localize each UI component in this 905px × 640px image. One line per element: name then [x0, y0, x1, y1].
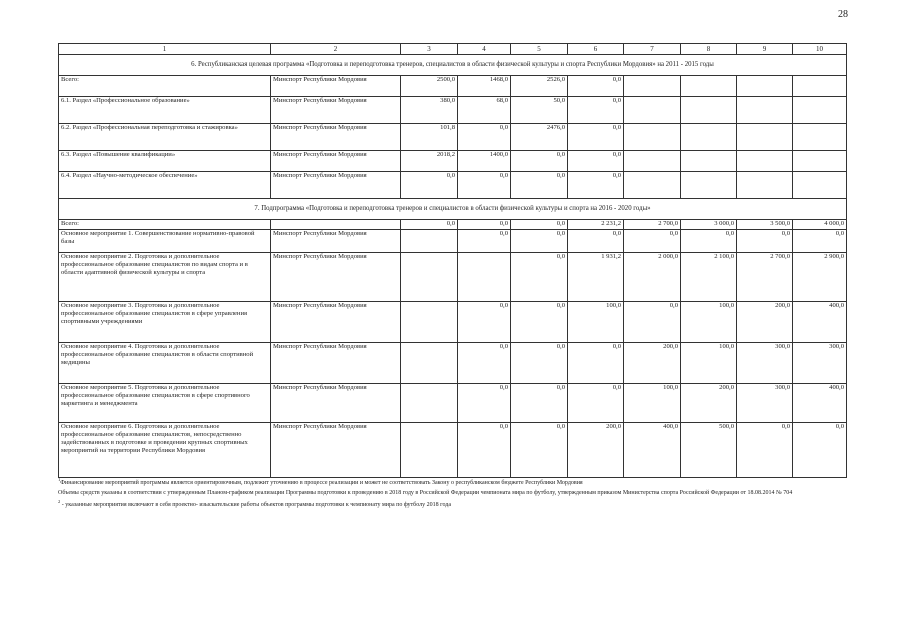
value-cell: 0,0 — [511, 301, 568, 342]
value-cell: 2500,0 — [401, 75, 458, 96]
value-cell: 0,0 — [458, 301, 511, 342]
row-name: Основное мероприятие 3. Подготовка и дополнительное профессиональное образование специалистов в сфере управления спортивными учреждениями — [59, 301, 271, 342]
value-cell — [681, 96, 737, 123]
table-row — [59, 422, 847, 477]
responsible-executor: Минспорт Республики Мордовия — [271, 150, 401, 171]
value-cell: 0,0 — [511, 422, 568, 477]
table-row — [59, 123, 847, 150]
footnote-2-text: - указанные мероприятия включают в себя проектно- изыскательские работы объектов программы подготовки к чемпионату мира по футболу 2018 года — [60, 502, 452, 509]
value-cell: 2018,2 — [401, 150, 458, 171]
column-number: 3 — [401, 44, 458, 55]
value-cell — [681, 75, 737, 96]
value-cell: 0,0 — [511, 342, 568, 383]
value-cell: 100,0 — [624, 383, 681, 422]
value-cell: 500,0 — [681, 422, 737, 477]
table-row — [59, 301, 847, 342]
table-row — [59, 171, 847, 198]
value-cell: 0,0 — [681, 229, 737, 252]
value-cell: 0,0 — [458, 219, 511, 229]
row-name: Всего: — [59, 219, 271, 229]
value-cell — [401, 383, 458, 422]
value-cell: 380,0 — [401, 96, 458, 123]
row-name: 6.4. Раздел «Научно-методическое обеспечение» — [59, 171, 271, 198]
value-cell: 300,0 — [793, 342, 847, 383]
table-row — [59, 383, 847, 422]
table-body — [59, 44, 847, 478]
footnote-1-continued: Объемы средств указаны в соответствии с утвержденным Планом-графиком реализации Программы подготовки к проведению в 2018 году в Российской Федерации чемпионата мира по футболу, утвержденным приказом Министерства спорта Российской Федерации от 18.08.2014 № 704 — [58, 490, 793, 497]
responsible-executor: Минспорт Республики Мордовия — [271, 383, 401, 422]
footnotes — [58, 477, 848, 511]
value-cell — [793, 96, 847, 123]
responsible-executor: Минспорт Республики Мордовия — [271, 123, 401, 150]
value-cell: 2 231,2 — [568, 219, 624, 229]
column-number: 9 — [737, 44, 793, 55]
value-cell — [737, 150, 793, 171]
row-name: Основное мероприятие 2. Подготовка и дополнительное профессиональное образование специалистов по видам спорта и в области адаптивной физической культуры и спорта — [59, 252, 271, 301]
footnote-2 — [58, 499, 848, 509]
row-name: Всего: — [59, 75, 271, 96]
value-cell: 0,0 — [568, 229, 624, 252]
value-cell: 0,0 — [401, 219, 458, 229]
value-cell — [624, 96, 681, 123]
value-cell: 0,0 — [401, 171, 458, 198]
column-number: 5 — [511, 44, 568, 55]
value-cell: 0,0 — [793, 229, 847, 252]
value-cell: 0,0 — [511, 229, 568, 252]
value-cell: 0,0 — [511, 383, 568, 422]
value-cell: 0,0 — [458, 123, 511, 150]
value-cell: 300,0 — [737, 342, 793, 383]
value-cell — [401, 422, 458, 477]
value-cell — [624, 123, 681, 150]
value-cell: 0,0 — [458, 383, 511, 422]
row-name: Основное мероприятие 5. Подготовка и дополнительное профессиональное образование специалистов в сфере спортивного маркетинга и менеджмента — [59, 383, 271, 422]
row-name: 6.2. Раздел «Профессиональная переподготовка и стажировка» — [59, 123, 271, 150]
value-cell: 1400,0 — [458, 150, 511, 171]
value-cell: 0,0 — [568, 96, 624, 123]
table-row — [59, 75, 847, 96]
value-cell: 0,0 — [511, 150, 568, 171]
responsible-executor — [271, 219, 401, 229]
section-title-row — [59, 54, 847, 75]
responsible-executor: Минспорт Республики Мордовия — [271, 229, 401, 252]
value-cell: 0,0 — [458, 229, 511, 252]
value-cell — [681, 150, 737, 171]
responsible-executor: Минспорт Республики Мордовия — [271, 301, 401, 342]
footnote-mark: 1 — [58, 477, 61, 482]
value-cell: 0,0 — [511, 171, 568, 198]
value-cell: 0,0 — [624, 229, 681, 252]
value-cell: 50,0 — [511, 96, 568, 123]
value-cell: 1468,0 — [458, 75, 511, 96]
table-row — [59, 342, 847, 383]
value-cell: 2 900,0 — [793, 252, 847, 301]
column-number: 2 — [271, 44, 401, 55]
program-funding-table — [58, 43, 847, 478]
value-cell — [793, 123, 847, 150]
value-cell: 0,0 — [511, 252, 568, 301]
value-cell: 2 100,0 — [681, 252, 737, 301]
responsible-executor: Минспорт Республики Мордовия — [271, 96, 401, 123]
page-number: 28 — [838, 9, 848, 20]
value-cell — [401, 342, 458, 383]
value-cell: 200,0 — [624, 342, 681, 383]
value-cell: 1 931,2 — [568, 252, 624, 301]
value-cell: 0,0 — [568, 123, 624, 150]
value-cell: 3 000,0 — [681, 219, 737, 229]
table-row — [59, 219, 847, 229]
value-cell: 100,0 — [681, 342, 737, 383]
value-cell — [737, 171, 793, 198]
column-number-row — [59, 44, 847, 55]
value-cell: 100,0 — [568, 301, 624, 342]
value-cell — [737, 75, 793, 96]
row-name: Основное мероприятие 1. Совершенствование нормативно-правовой базы — [59, 229, 271, 252]
value-cell — [793, 75, 847, 96]
value-cell — [401, 229, 458, 252]
value-cell — [793, 171, 847, 198]
value-cell — [624, 75, 681, 96]
value-cell: 200,0 — [737, 301, 793, 342]
table-row — [59, 252, 847, 301]
value-cell: 0,0 — [624, 301, 681, 342]
responsible-executor: Минспорт Республики Мордовия — [271, 252, 401, 301]
value-cell: 3 500,0 — [737, 219, 793, 229]
value-cell: 100,0 — [681, 301, 737, 342]
value-cell: 0,0 — [568, 75, 624, 96]
column-number: 6 — [568, 44, 624, 55]
value-cell: 0,0 — [793, 422, 847, 477]
value-cell: 0,0 — [511, 219, 568, 229]
value-cell: 0,0 — [568, 342, 624, 383]
value-cell: 400,0 — [793, 301, 847, 342]
footnote-1 — [58, 477, 848, 487]
value-cell — [793, 150, 847, 171]
value-cell: 0,0 — [737, 229, 793, 252]
value-cell: 4 000,0 — [793, 219, 847, 229]
value-cell — [624, 150, 681, 171]
table-row — [59, 229, 847, 252]
value-cell — [624, 171, 681, 198]
section-title: 6. Республиканская целевая программа «Подготовка и переподготовка тренеров, специалистов в области физической культуры и спорта Республики Мордовия» на 2011 - 2015 годы — [59, 54, 847, 75]
value-cell — [681, 123, 737, 150]
table-row — [59, 150, 847, 171]
value-cell: 2 700,0 — [624, 219, 681, 229]
value-cell: 68,0 — [458, 96, 511, 123]
value-cell — [737, 96, 793, 123]
section-title-row — [59, 198, 847, 219]
value-cell: 101,8 — [401, 123, 458, 150]
value-cell: 400,0 — [793, 383, 847, 422]
value-cell: 0,0 — [458, 342, 511, 383]
responsible-executor: Минспорт Республики Мордовия — [271, 75, 401, 96]
table-row — [59, 96, 847, 123]
value-cell: 0,0 — [568, 171, 624, 198]
value-cell: 0,0 — [458, 171, 511, 198]
column-number: 8 — [681, 44, 737, 55]
row-name: Основное мероприятие 4. Подготовка и дополнительное профессиональное образование специалистов в области спортивной медицины — [59, 342, 271, 383]
value-cell: 2526,0 — [511, 75, 568, 96]
row-name: Основное мероприятие 6. Подготовка и дополнительное профессиональное образование специалистов, непосредственно задействованных в подготовке и проведении крупных спортивных мероприятий на территории Республики Мордовия — [59, 422, 271, 477]
footnote-1-text: Финансирование мероприятий программы является ориентировочным, подлежит уточнению в процессе реализации и может не соответствовать Закону о республиканском бюджете Республики Мордовия — [60, 480, 583, 486]
value-cell: 200,0 — [681, 383, 737, 422]
value-cell: 0,0 — [568, 383, 624, 422]
value-cell — [737, 123, 793, 150]
responsible-executor: Минспорт Республики Мордовия — [271, 171, 401, 198]
value-cell: 2476,0 — [511, 123, 568, 150]
value-cell: 0,0 — [737, 422, 793, 477]
column-number: 10 — [793, 44, 847, 55]
value-cell — [681, 171, 737, 198]
column-number: 1 — [59, 44, 271, 55]
responsible-executor: Минспорт Республики Мордовия — [271, 422, 401, 477]
value-cell: 2 000,0 — [624, 252, 681, 301]
value-cell: 200,0 — [568, 422, 624, 477]
section-title: 7. Подпрограмма «Подготовка и переподготовка тренеров и специалистов в области физической культуры и спорта на 2016 - 2020 годы» — [59, 198, 847, 219]
value-cell — [401, 252, 458, 301]
row-name: 6.1. Раздел «Профессиональное образование» — [59, 96, 271, 123]
value-cell: 0,0 — [458, 422, 511, 477]
responsible-executor: Минспорт Республики Мордовия — [271, 342, 401, 383]
value-cell — [401, 301, 458, 342]
value-cell: 0,0 — [568, 150, 624, 171]
column-number: 4 — [458, 44, 511, 55]
footnote-mark: 2 — [58, 499, 61, 505]
column-number: 7 — [624, 44, 681, 55]
value-cell — [458, 252, 511, 301]
value-cell: 300,0 — [737, 383, 793, 422]
value-cell: 2 700,0 — [737, 252, 793, 301]
row-name: 6.3. Раздел «Повышение квалификации» — [59, 150, 271, 171]
value-cell: 400,0 — [624, 422, 681, 477]
